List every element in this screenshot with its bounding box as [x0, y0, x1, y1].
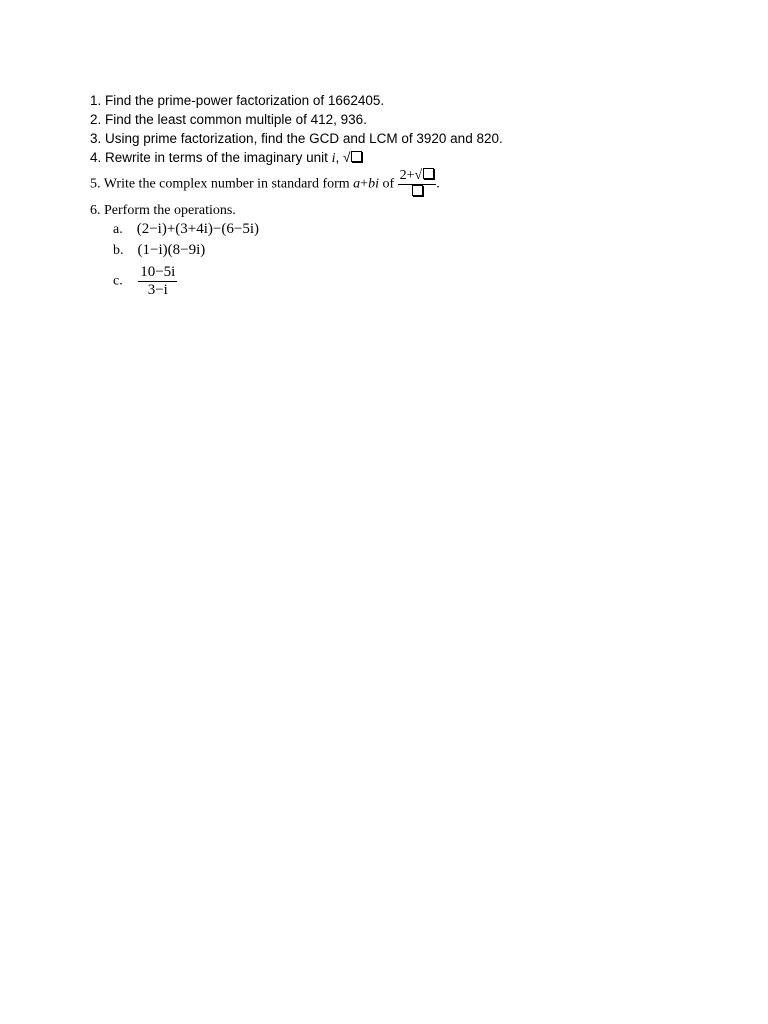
fraction-denominator: 3−i [147, 282, 168, 298]
problem-4 [90, 150, 362, 167]
imaginary-unit-symbol: i [331, 151, 336, 166]
problem-5-prefix: 5. Write the complex number in standard form [90, 176, 354, 192]
part-label: a. [113, 222, 123, 237]
placeholder-box-icon [351, 151, 362, 162]
part-c-fraction [138, 264, 177, 299]
problem-5-of: of [378, 176, 398, 192]
problem-5-fraction [398, 168, 437, 201]
problem-2: 2. Find the least common multiple of 412, 936. [90, 112, 367, 127]
placeholder-box-icon [412, 185, 423, 196]
standard-form-a: a [353, 176, 361, 192]
part-expression: (1−i)(8−9i) [137, 242, 206, 258]
part-c [113, 264, 177, 299]
part-a [113, 221, 259, 238]
problem-5-end: . [436, 176, 440, 192]
part-label: c. [113, 273, 123, 289]
placeholder-box-icon [423, 168, 434, 179]
part-expression: (2−i)+(3+4i)−(6−5i) [136, 221, 259, 237]
problem-4-prefix: 4. Rewrite in terms of the imaginary unit [90, 150, 332, 165]
part-b [113, 242, 205, 259]
problem-1: 1. Find the prime-power factorization of 1662405. [90, 93, 385, 108]
fraction-numerator: 2+√ [399, 168, 423, 183]
problem-6: 6. Perform the operations. [90, 203, 236, 218]
fraction-numerator: 10−5i [140, 264, 176, 280]
problem-5 [90, 168, 440, 201]
part-label: b. [113, 243, 124, 258]
problem-4-suffix: , √ [335, 150, 351, 165]
standard-form-bi: bi [368, 176, 379, 192]
standard-form-plus: + [360, 176, 369, 192]
problem-3: 3. Using prime factorization, find the GCD and LCM of 3920 and 820. [90, 131, 503, 146]
